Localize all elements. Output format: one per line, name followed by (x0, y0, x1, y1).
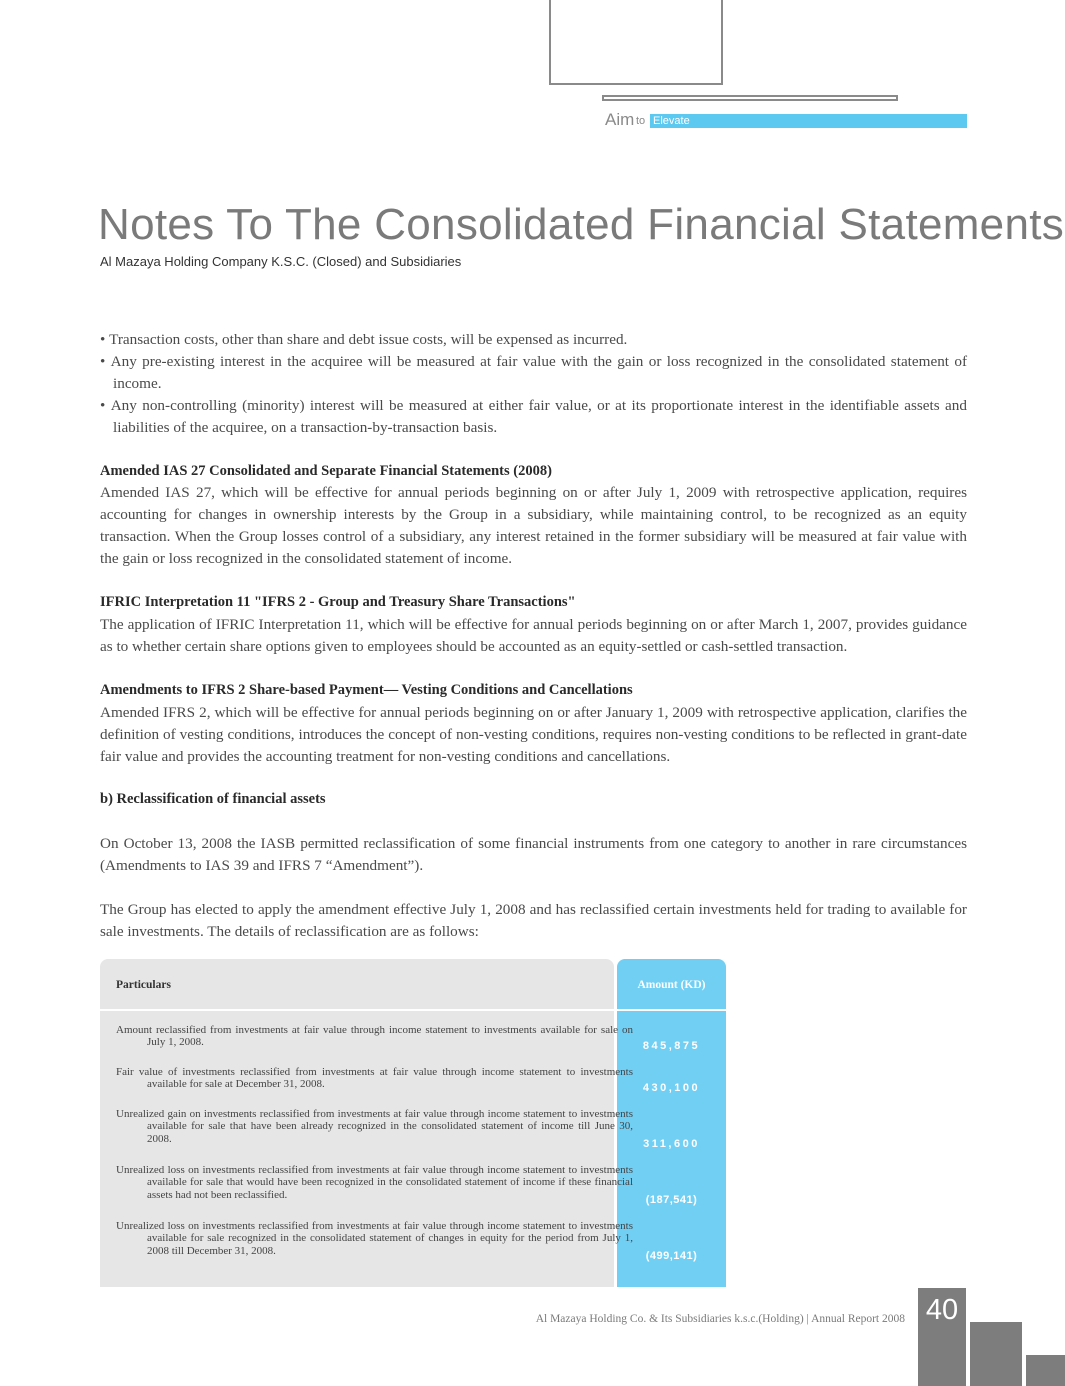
page-number: 40 (925, 1294, 959, 1326)
header-bar-decoration (602, 95, 898, 101)
page-decoration-block (1026, 1355, 1065, 1386)
header-frame-decoration (549, 0, 723, 85)
body-content (100, 329, 967, 943)
row-amount: (499,141) (645, 1250, 698, 1262)
page-title: Notes To The Consolidated Financial Statements (98, 200, 1065, 249)
row-particulars: Unrealized gain on investments reclassified from investments at fair value through income statement to investments available for sale that have been already recognized in the consolidated statement of income till June 30, 2008. (116, 1108, 633, 1145)
reclassification-para-2: The Group has elected to apply the amendment effective July 1, 2008 and has reclassified certain investments held for trading to available for sale investments. The details of reclassification are as follows: (100, 900, 967, 940)
column-header-particulars: Particulars (116, 979, 171, 991)
row-amount: 430,100 (642, 1082, 701, 1094)
section-body: The application of IFRIC Interpretation 11, which will be effective for annual periods beginning on or after March 1, 2007, provides guidance as to whether certain share options given to employees should be accounted as an equity-settled or cash-settled transaction. (100, 615, 967, 655)
reclassification-para-1: On October 13, 2008 the IASB permitted reclassification of some financial instruments from one category to another in rare circumstances (Amendments to IAS 39 and IFRS 7 “Amendment”). (100, 835, 967, 875)
section-body: Amended IFRS 2, which will be effective for annual periods beginning on or after January 1, 2009 with retrospective application, clarifies the definition of vesting conditions, introduces the concept of non-vesting conditions, requires non-vesting conditions to be reflected in grant-date fair value and provides the accounting treatment for non-vesting conditions and cancellations. (100, 703, 967, 765)
page-decoration-block (970, 1322, 1022, 1386)
section-body: Amended IAS 27, which will be effective for annual periods beginning on or after July 1, 2009 with retrospective application, requires accounting for changes in ownership interests by the Group in a subsidiary, while maintaining control, to be recognized as an equity transaction. When the Group losses control of a subsidiary, any interest retained in the former subsidiary will be measured at fair value with the gain or loss recognized in the consolidated statement of income. (100, 484, 967, 568)
tagline-to: to (636, 115, 646, 127)
bullet-item: • Transaction costs, other than share and debt issue costs, will be expensed as incurred. (100, 329, 967, 351)
tagline-band (650, 114, 967, 128)
bullet-list (100, 329, 967, 439)
reclassification-heading: b) Reclassification of financial assets (100, 791, 326, 808)
row-particulars: Unrealized loss on investments reclassified from investments at fair value through income statement to investments available for sale recognized in the consolidated statement of changes in equity for the period from July 1, 2008 till December 31, 2008. (116, 1220, 633, 1257)
page-subtitle: Al Mazaya Holding Company K.S.C. (Closed) and Subsidiaries (100, 254, 462, 269)
section-heading: Amended IAS 27 Consolidated and Separate Financial Statements (2008) (100, 462, 552, 479)
section-heading: Amendments to IFRS 2 Share-based Payment— Vesting Conditions and Cancellations (100, 681, 633, 698)
section-heading: IFRIC Interpretation 11 "IFRS 2 - Group and Treasury Share Transactions" (100, 594, 576, 611)
bullet-item: • Any non-controlling (minority) interest will be measured at either fair value, or at its proportionate interest in the identifiable assets and liabilities of the acquiree, on a transaction-by-transaction basis. (100, 395, 967, 439)
row-amount: 311,600 (643, 1138, 700, 1150)
row-particulars: Amount reclassified from investments at fair value through income statement to investments available for sale on July 1, 2008. (116, 1024, 633, 1049)
column-header-amount: Amount (KD) (637, 979, 706, 991)
row-particulars: Fair value of investments reclassified from investments at fair value through income statement to investments available for sale at December 31, 2008. (116, 1066, 633, 1091)
row-amount: (187,541) (645, 1194, 698, 1206)
reclassification-table (100, 959, 726, 1287)
tagline-elevate: Elevate (653, 115, 690, 127)
row-particulars: Unrealized loss on investments reclassified from investments at fair value through income statement to investments available for sale that would have been recognized in the consolidated statement of income if these financial assets had not been reclassified. (116, 1164, 633, 1201)
bullet-item: • Any pre-existing interest in the acquiree will be measured at fair value with the gain or loss recognized in the consolidated statement of income. (100, 351, 967, 395)
tagline-aim: Aim (605, 110, 635, 129)
row-amount: 845,875 (642, 1040, 701, 1052)
footer-text: Al Mazaya Holding Co. & Its Subsidiaries k.s.c.(Holding) | Annual Report 2008 (535, 1313, 905, 1325)
